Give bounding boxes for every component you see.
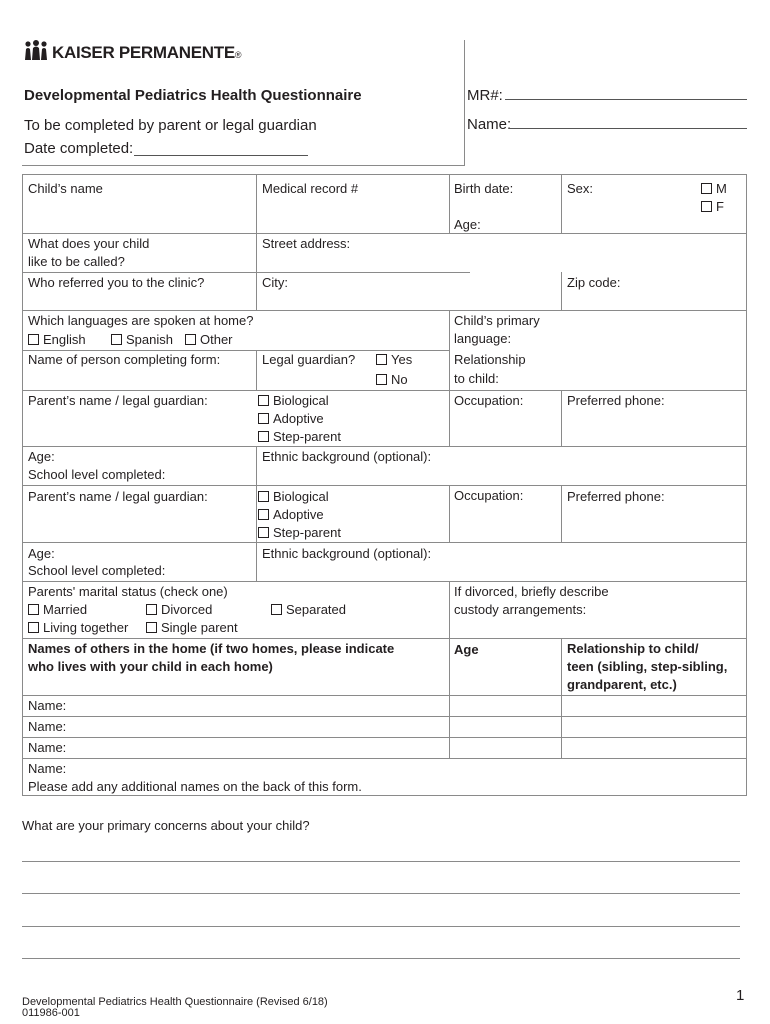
- checkbox[interactable]: [28, 334, 39, 345]
- checkbox[interactable]: [376, 374, 387, 385]
- date-completed-line[interactable]: [134, 155, 308, 156]
- concerns-question: What are your primary concerns about your child?: [22, 818, 310, 833]
- registered-mark: ®: [234, 50, 242, 60]
- concerns-answer-line[interactable]: [22, 893, 740, 894]
- parent1-ethnic-field[interactable]: Ethnic background (optional):: [262, 449, 432, 464]
- others-relationship-header-line3: grandparent, etc.): [567, 677, 677, 692]
- checkbox[interactable]: [146, 604, 157, 615]
- marital-married-option[interactable]: [28, 601, 87, 619]
- parent2-school-field[interactable]: School level completed:: [28, 563, 166, 578]
- checkbox[interactable]: [185, 334, 196, 345]
- referred-by-field[interactable]: Who referred you to the clinic?: [28, 275, 205, 290]
- parent1-biological-option[interactable]: [258, 392, 329, 410]
- parent1-phone-field[interactable]: Preferred phone:: [567, 393, 665, 408]
- col-rule: [561, 174, 562, 234]
- concerns-answer-line[interactable]: [22, 926, 740, 927]
- relationship-label-line1: Relationship: [454, 352, 526, 367]
- option-label: Single parent: [161, 620, 238, 635]
- concerns-answer-line[interactable]: [22, 861, 740, 862]
- guardian-yes-option[interactable]: [376, 351, 412, 369]
- parent1-age-field[interactable]: Age:: [28, 449, 55, 464]
- option-label: M: [716, 181, 727, 196]
- option-label: Married: [43, 602, 88, 617]
- checkbox[interactable]: [28, 622, 39, 633]
- language-spanish-option[interactable]: [111, 331, 173, 349]
- others-age-header: Age: [454, 642, 479, 657]
- col-rule: [561, 638, 562, 758]
- col-rule: [561, 390, 562, 446]
- col-rule: [449, 581, 450, 758]
- checkbox[interactable]: [701, 201, 712, 212]
- header-divider: [464, 40, 465, 165]
- option-label: Step-parent: [273, 525, 341, 540]
- parent1-occupation-field[interactable]: Occupation:: [454, 393, 524, 408]
- option-label: Spanish: [126, 332, 173, 347]
- checkbox[interactable]: [258, 527, 269, 538]
- birth-date-field[interactable]: Birth date:: [454, 181, 514, 196]
- zip-code-field[interactable]: Zip code:: [567, 275, 621, 290]
- relationship-label-line2[interactable]: to child:: [454, 371, 499, 386]
- parent2-ethnic-field[interactable]: Ethnic background (optional):: [262, 546, 432, 561]
- brand-name: KAISER PERMANENTE: [52, 43, 235, 62]
- option-label: Biological: [273, 489, 329, 504]
- household-name-field[interactable]: Name:: [28, 719, 67, 734]
- name-label: Name:: [467, 116, 512, 133]
- primary-language-label-line1: Child’s primary: [454, 313, 540, 328]
- parent2-adoptive-option[interactable]: [258, 506, 324, 524]
- others-relationship-header-line1: Relationship to child/: [567, 641, 699, 656]
- row-rule: [22, 581, 747, 582]
- option-label: Biological: [273, 393, 329, 408]
- parent2-age-field[interactable]: Age:: [28, 546, 55, 561]
- guardian-no-option[interactable]: [376, 371, 408, 389]
- row-rule: [22, 310, 747, 311]
- checkbox[interactable]: [146, 622, 157, 633]
- row-rule: [22, 446, 747, 447]
- date-completed-label: Date completed:: [24, 140, 134, 157]
- nickname-label-line2: like to be called?: [28, 254, 125, 269]
- languages-question: Which languages are spoken at home?: [28, 313, 254, 328]
- option-label: Adoptive: [273, 411, 324, 426]
- col-rule: [449, 485, 450, 542]
- concerns-answer-line[interactable]: [22, 958, 740, 959]
- col-rule: [449, 174, 450, 234]
- col-rule: [256, 174, 257, 310]
- marital-separated-option[interactable]: [271, 601, 346, 619]
- option-label: Yes: [391, 352, 413, 367]
- footer-form-title: Developmental Pediatrics Health Questionnaire (Revised 6/18): [22, 996, 328, 1008]
- row-rule: [22, 542, 747, 543]
- checkbox[interactable]: [28, 604, 39, 615]
- row-rule: [22, 758, 747, 759]
- mr-line[interactable]: [505, 99, 747, 100]
- childs-name-field[interactable]: Child’s name: [28, 181, 103, 196]
- parent1-adoptive-option[interactable]: [258, 410, 324, 428]
- custody-label-line1: If divorced, briefly describe: [454, 584, 609, 599]
- col-rule: [449, 310, 450, 446]
- mr-label: MR#:: [467, 87, 503, 104]
- marital-status-question: Parents' marital status (check one): [28, 584, 228, 599]
- option-label: F: [716, 199, 724, 214]
- age-field[interactable]: Age:: [454, 217, 481, 232]
- checkbox[interactable]: [258, 431, 269, 442]
- custody-label-line2[interactable]: custody arrangements:: [454, 602, 587, 617]
- option-label: Step-parent: [273, 429, 341, 444]
- parent2-name-field[interactable]: Parent’s name / legal guardian:: [28, 489, 208, 504]
- name-line[interactable]: [510, 128, 747, 129]
- row-rule: [22, 695, 747, 696]
- parent1-step-parent-option[interactable]: [258, 428, 341, 446]
- parent1-name-field[interactable]: Parent’s name / legal guardian:: [28, 393, 208, 408]
- checkbox[interactable]: [701, 183, 712, 194]
- row-rule: [22, 233, 747, 234]
- col-rule: [561, 485, 562, 542]
- primary-language-label-line2[interactable]: language:: [454, 331, 512, 346]
- checkbox[interactable]: [376, 354, 387, 365]
- option-label: No: [391, 372, 408, 387]
- sex-m-option[interactable]: [701, 180, 727, 198]
- col-rule: [256, 350, 257, 390]
- sex-label: Sex:: [567, 181, 594, 196]
- household-name-field[interactable]: Name:: [28, 740, 67, 755]
- parent1-school-field[interactable]: School level completed:: [28, 467, 166, 482]
- col-rule: [256, 542, 257, 582]
- page-number: 1: [736, 987, 745, 1004]
- language-other-option[interactable]: [185, 331, 233, 349]
- parent2-occupation-field[interactable]: Occupation:: [454, 488, 524, 503]
- completer-name-field[interactable]: Name of person completing form:: [28, 352, 221, 367]
- option-label: Adoptive: [273, 507, 324, 522]
- checkbox[interactable]: [258, 509, 269, 520]
- header-bottom-rule: [22, 165, 465, 166]
- col-rule: [561, 272, 562, 310]
- footer-form-number: 011986-001: [22, 1007, 80, 1019]
- medical-record-field[interactable]: Medical record #: [262, 181, 359, 196]
- checkbox[interactable]: [111, 334, 122, 345]
- option-label: Other: [200, 332, 233, 347]
- others-relationship-header-line2: teen (sibling, step-sibling,: [567, 659, 728, 674]
- checkbox[interactable]: [258, 491, 269, 502]
- city-field[interactable]: City:: [262, 275, 288, 290]
- others-heading-line1: Names of others in the home (if two homes, please indicate: [28, 641, 395, 656]
- form-title: Developmental Pediatrics Health Questionnaire: [24, 87, 362, 104]
- option-label: English: [43, 332, 86, 347]
- street-address-field[interactable]: Street address:: [262, 236, 351, 251]
- form-subtitle: To be completed by parent or legal guardian: [24, 117, 317, 134]
- parent2-phone-field[interactable]: Preferred phone:: [567, 489, 665, 504]
- legal-guardian-label: Legal guardian?: [262, 352, 356, 367]
- row-rule: [22, 272, 470, 273]
- row-rule: [22, 390, 747, 391]
- sex-f-option[interactable]: [701, 198, 724, 216]
- row-rule: [22, 737, 747, 738]
- row-rule: [22, 485, 747, 486]
- option-label: Separated: [286, 602, 346, 617]
- nickname-label-line1: What does your child: [28, 236, 150, 251]
- household-name-field[interactable]: Name:: [28, 698, 67, 713]
- option-label: Living together: [43, 620, 129, 635]
- parent2-biological-option[interactable]: [258, 488, 329, 506]
- checkbox[interactable]: [258, 395, 269, 406]
- row-rule: [22, 716, 747, 717]
- checkbox[interactable]: [258, 413, 269, 424]
- household-name-field[interactable]: Name:: [28, 761, 67, 776]
- marital-living-together-option[interactable]: [28, 619, 128, 637]
- option-label: Divorced: [161, 602, 213, 617]
- language-english-option[interactable]: [28, 331, 86, 349]
- checkbox[interactable]: [271, 604, 282, 615]
- marital-divorced-option[interactable]: [146, 601, 212, 619]
- parent2-step-parent-option[interactable]: [258, 524, 341, 542]
- additional-names-note: Please add any additional names on the back of this form.: [28, 779, 362, 794]
- people-icon: [24, 40, 48, 62]
- marital-single-parent-option[interactable]: [146, 619, 238, 637]
- row-rule: [22, 638, 747, 639]
- others-heading-line2: who lives with your child in each home): [28, 659, 273, 674]
